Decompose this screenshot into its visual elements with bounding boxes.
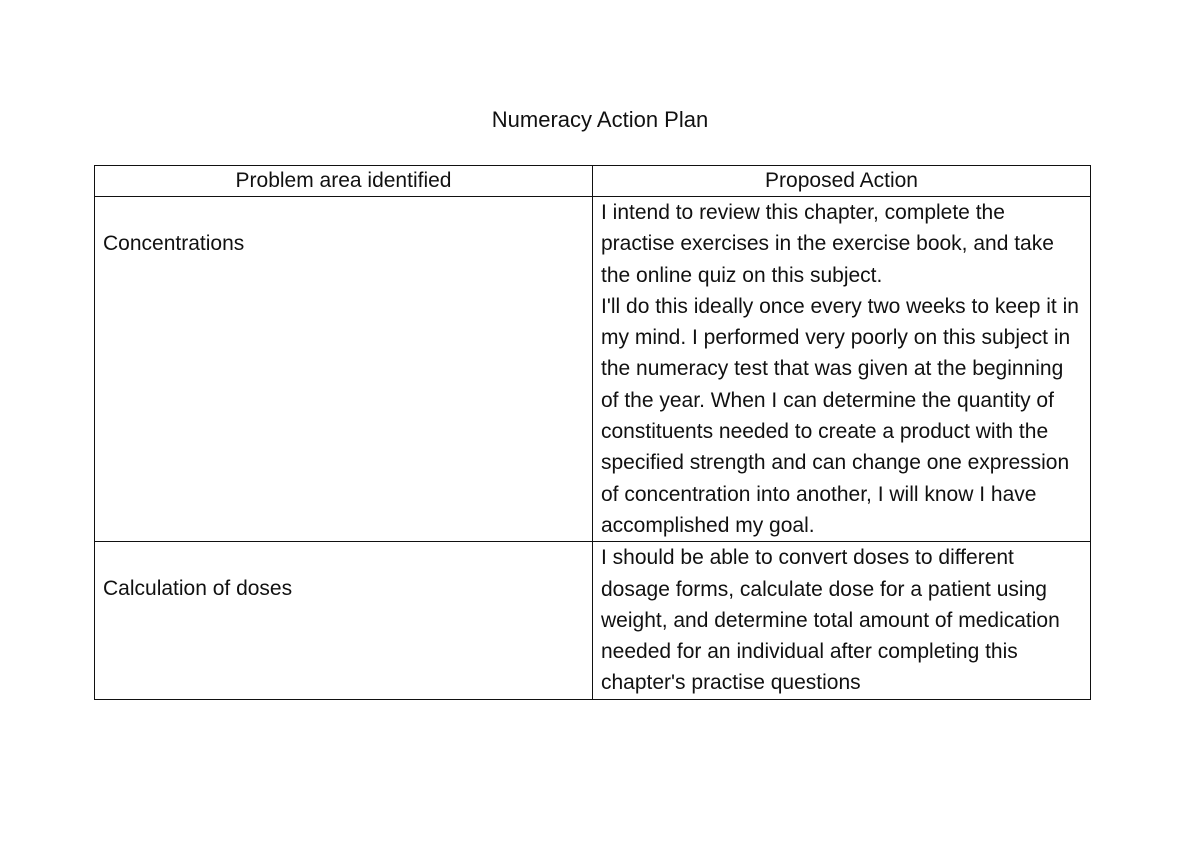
problem-area-cell: Calculation of doses (95, 542, 593, 699)
column-header-proposed-action: Proposed Action (593, 166, 1091, 197)
table-header-row (95, 166, 1091, 197)
action-plan-table (94, 165, 1091, 700)
table-row (95, 542, 1091, 699)
table-row (95, 197, 1091, 542)
problem-area-cell: Concentrations (95, 197, 593, 542)
page-title: Numeracy Action Plan (491, 107, 709, 132)
proposed-action-cell (593, 542, 1091, 699)
column-header-problem-area: Problem area identified (95, 166, 593, 197)
action-paragraph: I intend to review this chapter, complete the practise exercises in the exercise book, and take the online quiz on this subject. (601, 201, 1054, 287)
proposed-action-cell (593, 197, 1091, 542)
action-paragraph: I'll do this ideally once every two weeks to keep it in my mind. I performed very poorly on this subject in the numeracy test that was given at the beginning of the year. When I can determine the quantity of constituents needed to create a product with the specified strength and can change one expression of concentration into another, I will know I have accomplished my goal. (601, 294, 1079, 537)
action-paragraph: I should be able to convert doses to different dosage forms, calculate dose for a patient using weight, and determine total amount of medication needed for an individual after completing this chapter's practise questions (601, 546, 1060, 695)
